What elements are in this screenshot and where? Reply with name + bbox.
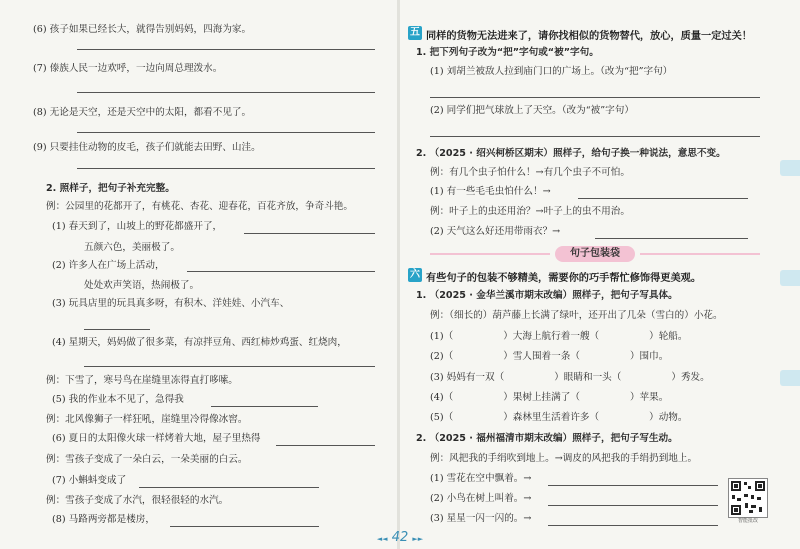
r3-2-c: ）围巾。 xyxy=(629,351,669,362)
r3-4-row xyxy=(430,392,668,404)
q6-text: (6) 孩子如果已经长大，就得告别妈妈，四海为家。 xyxy=(33,24,252,35)
s2-text-cont: 处处欢声笑语，热闹极了。 xyxy=(84,280,200,291)
s3-text: (3) 玩具店里的玩具真多呀，有积木、洋娃娃、小汽车、 xyxy=(52,298,290,309)
qr-caption: 智能批改 xyxy=(737,518,758,524)
q8-answer-line[interactable] xyxy=(77,132,375,133)
s4-text: (4) 星期天，妈妈做了很多菜，有凉拌豆角、西红柿炒鸡蛋、红烧肉， xyxy=(52,337,347,348)
r4-2-answer-line[interactable] xyxy=(548,505,718,506)
s7-text: (7) 小蝌蚪变成了 xyxy=(52,475,127,486)
r1-1-text: (1) 刘胡兰被敌人拉到庙门口的广场上。（改为“把”字句） xyxy=(430,66,673,77)
r3-4-a: (4)（ xyxy=(430,392,454,403)
r3-5-a: (5)（ xyxy=(430,412,454,423)
q6-answer-line[interactable] xyxy=(77,49,375,50)
task2-title: 2. 照样子，把句子补充完整。 xyxy=(46,183,175,194)
s6-text: (6) 夏日的太阳像火球一样烤着大地，屋子里热得 xyxy=(52,433,261,444)
s8-text: (8) 马路两旁都是楼房， xyxy=(52,514,155,525)
section-6-badge: 六 xyxy=(410,269,420,280)
s1-text-cont: 五颜六色，美丽极了。 xyxy=(84,242,180,253)
r3-3-a: (3) 妈妈有一双（ xyxy=(430,372,505,383)
r4-1-text: (1) 雪花在空中飘着。→ xyxy=(430,473,532,484)
r4-2-text: (2) 小鸟在树上叫着。→ xyxy=(430,493,532,504)
r3-5-c: ）动物。 xyxy=(649,412,688,423)
q8-text: (8) 无论是天空，还是天空中的太阳，都看不见了。 xyxy=(33,107,252,118)
qr-code-pattern xyxy=(729,479,767,517)
example-3: 例：北风像狮子一样狂吼，崖缝里冷得像冰窖。 xyxy=(46,414,248,425)
r3-1-a: (1)（ xyxy=(430,331,454,342)
r3-5-row xyxy=(430,412,688,424)
q7-answer-line[interactable] xyxy=(77,92,375,93)
r3-example: 例：（细长的）葫芦藤上长满了绿叶，还开出了几朵（雪白的）小花。 xyxy=(430,310,723,321)
r3-1-c: ）轮船。 xyxy=(649,331,688,342)
r2-2-text: (2) 天气这么好还用带雨衣？→ xyxy=(430,226,561,237)
r3-2-b: ）雪人围着一条（ xyxy=(503,351,580,362)
r4-title: 2. （2025 · 福州福清市期末改编）照样子，把句子写生动。 xyxy=(416,433,678,444)
qr-code[interactable] xyxy=(728,478,768,518)
s5-answer-line[interactable] xyxy=(211,406,318,407)
r2-example-2: 例：叶子上的虫还用治？→叶子上的虫不用治。 xyxy=(430,206,630,217)
s3-answer-line[interactable] xyxy=(84,329,150,330)
r2-example-1: 例：有几个虫子怕什么！→有几个虫子不可怕。 xyxy=(430,167,630,178)
example-5: 例：雪孩子变成了水汽，很轻很轻的水汽。 xyxy=(46,495,229,506)
section-5-title: 同样的货物无法进来了，请你找相似的货物替代，放心，质量一定过关！ xyxy=(426,31,752,42)
s1-answer-line[interactable] xyxy=(244,233,375,234)
r2-1-answer-line[interactable] xyxy=(578,198,748,199)
example-4: 例：雪孩子变成了一朵白云，一朵美丽的白云。 xyxy=(46,454,248,465)
r3-2-row xyxy=(430,351,668,363)
page-number: 42 xyxy=(391,530,409,545)
prev-page-arrows[interactable]: ◄◄ xyxy=(376,535,388,543)
r3-3-c: ）秀发。 xyxy=(671,372,710,383)
side-tab-1 xyxy=(780,160,800,176)
s4-answer-line[interactable] xyxy=(84,366,375,367)
r3-4-c: ）苹果。 xyxy=(629,392,669,403)
page-spine xyxy=(397,0,400,549)
r3-4-b: ）果树上挂满了（ xyxy=(503,392,580,403)
r3-3-row xyxy=(430,372,710,384)
banner-deco-right xyxy=(640,253,760,255)
r1-1-answer-line[interactable] xyxy=(430,97,760,98)
s6-answer-line[interactable] xyxy=(276,445,375,446)
s1-text: (1) 春天到了，山坡上的野花都盛开了， xyxy=(52,221,223,232)
s7-answer-line[interactable] xyxy=(139,487,319,488)
example-2: 例：下雪了，寒号鸟在崖缝里冻得直打哆嗦。 xyxy=(46,375,238,386)
r3-1-row xyxy=(430,331,688,343)
banner-deco-left xyxy=(430,253,550,255)
section-banner: 句子包装袋 xyxy=(555,246,635,262)
q9-answer-line[interactable] xyxy=(77,168,375,169)
r3-3-b: ）眼睛和一头（ xyxy=(554,372,622,383)
r3-title: 1. （2025 · 金华兰溪市期末改编）照样子，把句子写具体。 xyxy=(416,290,678,301)
q9-text: (9) 只要挂住动物的皮毛，孩子们就能去田野、山洼。 xyxy=(33,142,261,153)
r3-1-b: ）大海上航行着一艘（ xyxy=(503,331,600,342)
r3-2-a: (2)（ xyxy=(430,351,454,362)
s2-answer-line[interactable] xyxy=(187,271,375,272)
r2-2-answer-line[interactable] xyxy=(595,238,748,239)
r3-5-b: ）森林里生活着许多（ xyxy=(503,412,600,423)
section-6-title: 有些句子的包装不够精美，需要你的巧手帮忙修饰得更美观。 xyxy=(426,273,702,284)
side-tab-3 xyxy=(780,370,800,386)
r1-2-text: (2) 同学们把气球放上了天空。（改为“被”字句） xyxy=(430,105,634,116)
r4-1-answer-line[interactable] xyxy=(548,485,718,486)
r4-example: 例：风把我的手绢吹到地上。→调皮的风把我的手绢扔到地上。 xyxy=(430,453,698,464)
example-1: 例：公园里的花都开了，有桃花、杏花、迎春花，百花齐放，争奇斗艳。 xyxy=(46,201,353,212)
s5-text: (5) 我的作业本不见了，急得我 xyxy=(52,394,184,405)
q7-text: (7) 傣族人民一边欢呼，一边向周总理泼水。 xyxy=(33,63,223,74)
r2-title: 2. （2025 · 绍兴柯桥区期末）照样子，给句子换一种说法，意思不变。 xyxy=(416,148,726,159)
next-page-arrows[interactable]: ►► xyxy=(412,535,424,543)
r2-1-text: (1) 有一些毛毛虫怕什么！→ xyxy=(430,186,551,197)
r4-3-text: (3) 星星一闪一闪的。→ xyxy=(430,513,532,524)
s8-answer-line[interactable] xyxy=(170,526,319,527)
s2-text: (2) 许多人在广场上活动， xyxy=(52,260,165,271)
r4-3-answer-line[interactable] xyxy=(548,525,718,526)
r1-title: 1. 把下列句子改为“把”字句或“被”字句。 xyxy=(416,47,599,58)
page-footer xyxy=(0,530,800,545)
section-5-badge: 五 xyxy=(410,27,420,38)
side-tab-2 xyxy=(780,270,800,286)
r1-2-answer-line[interactable] xyxy=(430,136,760,137)
